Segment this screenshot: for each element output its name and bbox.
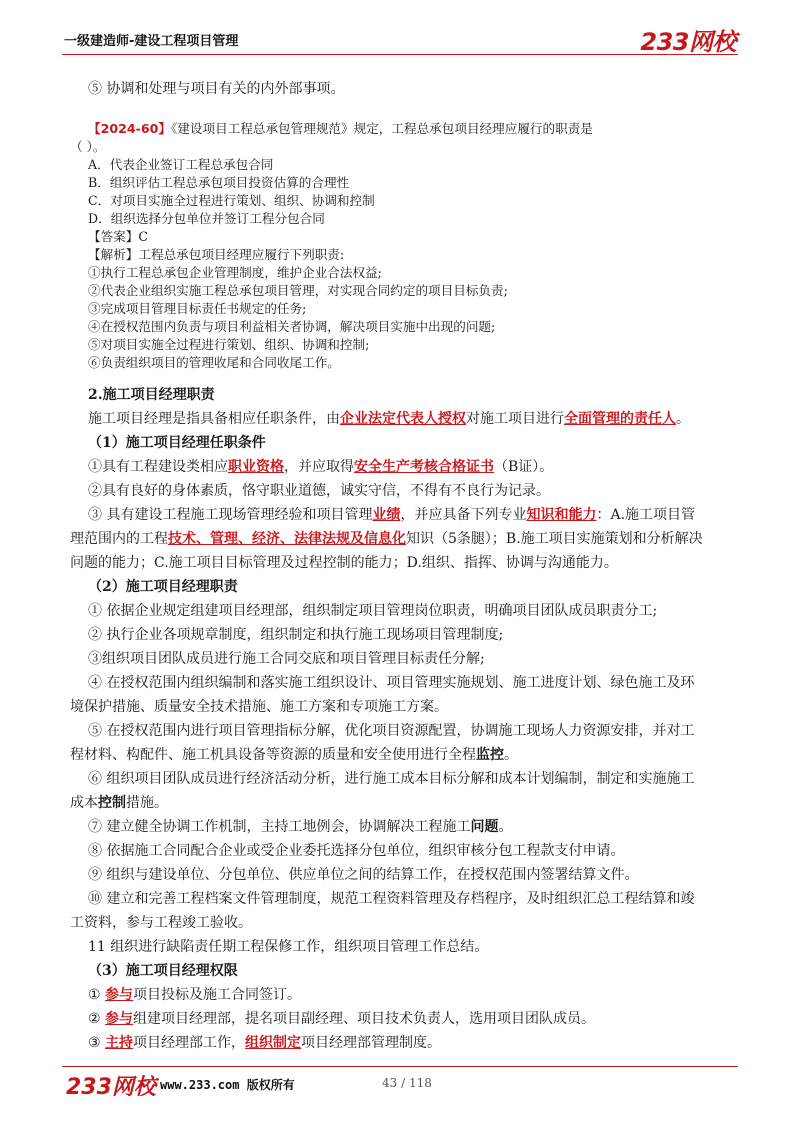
highlight-run: 安全生产考核合格证书: [354, 459, 494, 475]
paragraph-line: [70, 744, 518, 766]
option-d: D．组织选择分包单位并签订工程分包合同: [88, 211, 325, 226]
bold-run: 控制: [98, 795, 126, 811]
paragraph-line: [88, 1032, 441, 1054]
highlight-run: 组织制定: [245, 1035, 302, 1051]
paragraph-line: ⑩ 建立和完善工程档案文件管理制度，规范工程资料管理及存档程序，及时组织汇总工程结算和竣: [88, 891, 695, 907]
analysis-item: ①执行工程总承包企业管理制度，维护企业合法权益;: [88, 265, 382, 280]
paragraph-line: ① 依据企业规定组建项目经理部，组织制定项目管理岗位职责，明确项目团队成员职责分工;: [88, 603, 658, 619]
analysis-item: ⑥负责组织项目的管理收尾和合同收尾工作。: [88, 355, 340, 370]
paragraph-line: ② 执行企业各项规章制度，组织制定和执行施工现场项目管理制度;: [88, 627, 504, 643]
header-title: 一级建造师-建设工程项目管理: [64, 34, 239, 49]
highlight-run: 企业法定代表人授权: [340, 411, 466, 427]
text-run: 成本: [70, 795, 98, 811]
paragraph-line: ③组织项目团队成员进行施工合同交底和项目管理目标责任分解;: [88, 651, 485, 667]
subsection-heading: （3）施工项目经理权限: [88, 963, 238, 979]
page-footer: [62, 1066, 738, 1100]
subsection-heading: （1）施工项目经理任职条件: [88, 435, 266, 451]
answer-line: 【答案】C: [88, 229, 149, 244]
text-run: （B证）。: [494, 459, 554, 475]
question-tag: 【2024-60】: [88, 121, 171, 136]
text-run: 。: [676, 411, 690, 427]
text-run: ：A.施工项目管: [596, 507, 696, 523]
text-run: 对施工项目进行: [466, 411, 564, 427]
paragraph-line: [88, 984, 301, 1006]
text-run: 项目经理部管理制度。: [301, 1035, 442, 1051]
paragraph-line: 11 组织进行缺陷责任期工程保修工作，组织项目管理工作总结。: [88, 939, 489, 955]
text-run: ⑦ 建立健全协调工作机制，主持工地例会，协调解决工程施工: [88, 819, 471, 835]
highlight-run: 技术、管理、经济、法律法规及信息化: [168, 531, 406, 547]
bold-run: 问题: [470, 819, 499, 835]
analysis-item: ⑤对项目实施全过程进行策划、组织、协调和控制;: [88, 337, 370, 352]
paragraph-line: ⑧ 依据施工合同配合企业或受企业委托选择分包单位，组织审核分包工程款支付申请。: [88, 843, 625, 859]
paragraph-line: [88, 816, 512, 838]
text-run: 项目投标及施工合同签订。: [133, 987, 302, 1003]
subsection-heading: （2）施工项目经理职责: [88, 579, 238, 595]
text-run: 措施。: [126, 795, 168, 811]
question-text: 《建设项目工程总承包管理规范》规定，工程总承包项目经理应履行的职责是: [171, 121, 593, 136]
paragraph-line: [88, 1008, 595, 1030]
text-run: ③ 具有建设工程施工现场管理经验和项目管理: [88, 507, 373, 523]
highlight-run: 参与: [105, 987, 134, 1003]
paragraph-line: ⑨ 组织与建设单位、分包单位、供应单位之间的结算工作，在授权范围内签署结算文件。: [88, 867, 639, 883]
paragraph-line: [70, 792, 168, 814]
paragraph-line: ⑤ 在授权范围内进行项目管理指标分解，优化项目资源配置，协调施工现场人力资源安排，并对工: [88, 723, 695, 739]
text-line: ⑤ 协调和处理与项目有关的内外部事项。: [88, 81, 345, 97]
paragraph-line: [70, 528, 703, 550]
analysis-item: ④在授权范围内负责与项目利益相关者协调，解决项目实施中出现的问题;: [88, 319, 496, 334]
page-header: [62, 18, 738, 55]
section-heading: 2.施工项目经理职责: [88, 387, 215, 403]
text-run: ③: [88, 1035, 106, 1051]
option-b: B．组织评估工程总承包项目投资估算的合理性: [88, 175, 350, 190]
paragraph-line: 境保护措施、质量安全技术措施、施工方案和专项施工方案。: [70, 699, 448, 715]
paragraph-line: ②具有良好的身体素质，恪守职业道德，诚实守信，不得有不良行为记录。: [88, 483, 550, 499]
highlight-run: 全面管理的责任人: [564, 411, 676, 427]
paragraph-line: [88, 504, 695, 526]
analysis-item: ②代表企业组织实施工程总承包项目管理，对实现合同约定的项目目标负责;: [88, 283, 508, 298]
highlight-run: 职业资格: [228, 459, 284, 475]
paragraph-line: [88, 456, 553, 478]
text-run: ，并应具备下列专业: [400, 507, 527, 523]
text-run: 。: [498, 819, 513, 835]
option-a: A．代表企业签订工程总承包合同: [88, 157, 274, 172]
paragraph-line: 问题的能力；C.施工项目目标管理及过程控制的能力；D.组织、指挥、协调与沟通能力。: [70, 555, 618, 571]
brand-logo: 233网校: [640, 28, 736, 56]
option-c: C．对项目实施全过程进行策划、组织、协调和控制: [88, 193, 375, 208]
text-run: 知识（5条腿）；B.施工项目实施策划和分析解决: [406, 531, 703, 547]
text-run: ①: [88, 987, 106, 1003]
highlight-run: 参与: [105, 1011, 134, 1027]
text-run: 。: [504, 747, 518, 763]
text-run: 施工项目经理是指具备相应任职条件，由: [88, 411, 340, 427]
page-number: 43 / 118: [382, 1076, 432, 1090]
analysis-item: ③完成项目管理目标责任书规定的任务;: [88, 301, 307, 316]
text-run: 组建项目经理部，提名项目副经理、项目技术负责人，选用项目团队成员。: [133, 1011, 596, 1027]
paragraph-line: ④ 在授权范围内组织编制和落实施工组织设计、项目管理实施规划、施工进度计划、绿色施工及环: [88, 675, 695, 691]
footer-copyright: www.233.com 版权所有: [160, 1078, 295, 1092]
analysis-line: 【解析】工程总承包项目经理应履行下列职责:: [88, 247, 345, 262]
text-run: ②: [88, 1011, 106, 1027]
text-run: 程材料、构配件、施工机具设备等资源的质量和安全使用进行全程: [70, 747, 476, 763]
paragraph-line: ⑥ 组织项目团队成员进行经济活动分析，进行施工成本目标分解和成本计划编制，制定和实施施工: [88, 771, 695, 787]
footer-logo: 233网校: [66, 1075, 156, 1100]
text-run: 项目经理部工作，: [133, 1035, 246, 1051]
question-cont: （ ）。: [70, 139, 106, 154]
text-run: ，并应取得: [284, 459, 354, 475]
paragraph-line: [88, 408, 690, 430]
highlight-run: 主持: [105, 1035, 134, 1051]
text-run: ①具有工程建设类相应: [88, 459, 228, 475]
paragraph-line: 工资料，参与工程竣工验收。: [70, 915, 252, 931]
question-line: [88, 118, 593, 140]
bold-run: 监控: [476, 747, 504, 763]
highlight-run: 知识和能力: [526, 507, 597, 523]
highlight-run: 业绩: [372, 507, 401, 523]
text-run: 理范围内的工程: [70, 531, 168, 547]
